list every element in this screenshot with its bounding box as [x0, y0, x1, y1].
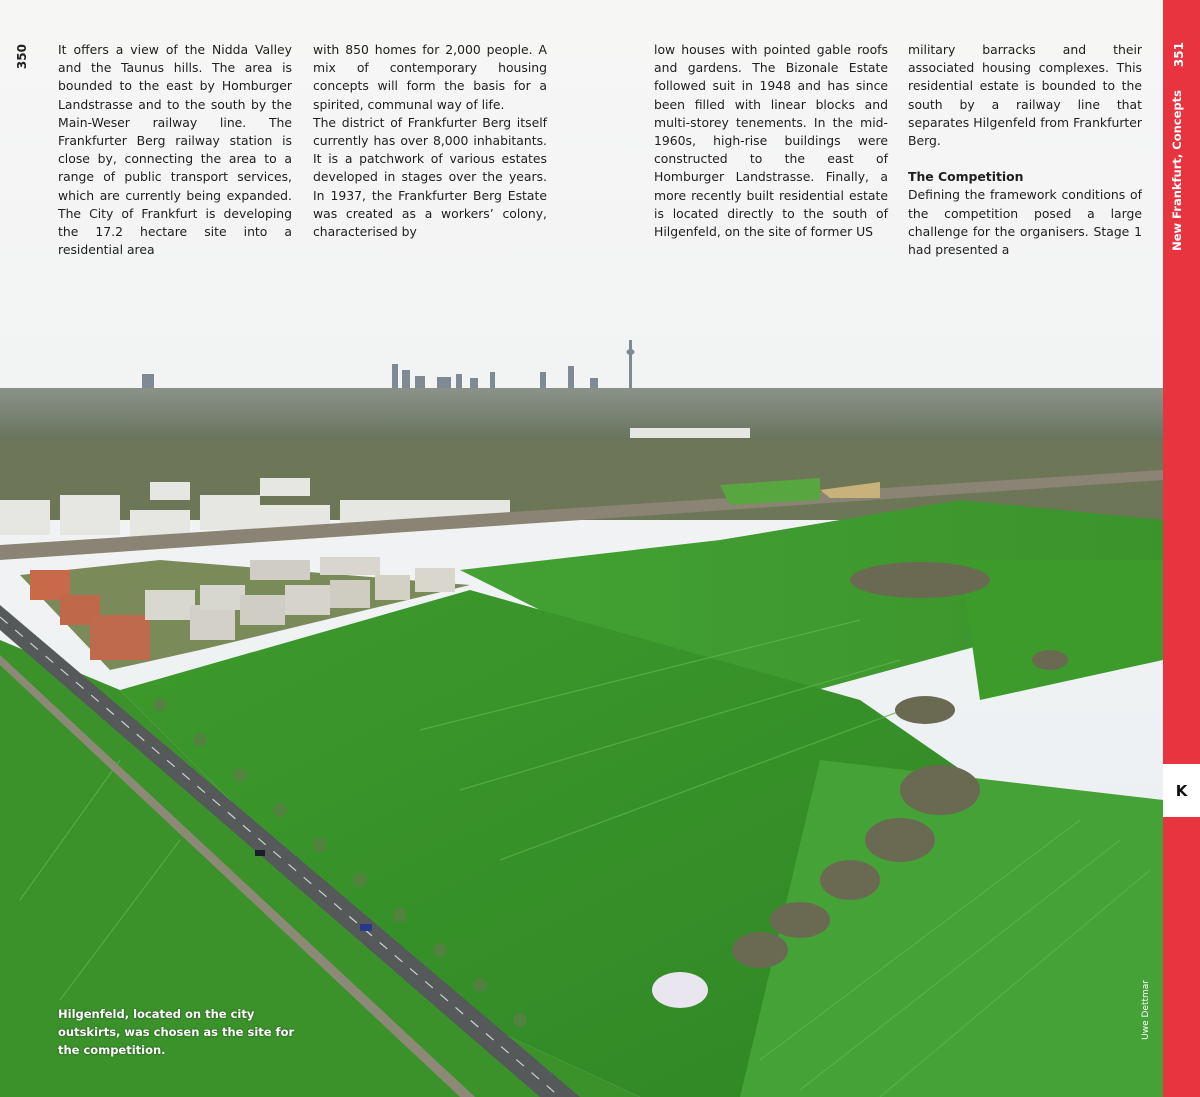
- section-heading: The Competition: [908, 169, 1024, 185]
- text-column-3: [654, 41, 888, 241]
- text-column-4: [908, 41, 1142, 259]
- column-4-text-2: Defining the framework conditions of the competition posed a large challenge for the organisers. Stage 1 had presented a: [908, 187, 1142, 258]
- text-column-2: [313, 41, 547, 241]
- photo-caption: Hilgenfeld, located on the city outskirts, was chosen as the site for the competition.: [58, 1007, 295, 1057]
- text-column-1: [58, 41, 292, 259]
- chapter-tab[interactable]: K: [1163, 764, 1200, 817]
- column-2-text: with 850 homes for 2,000 people. A mix of contemporary housing concepts will form the basis for a spirited, communal way of life.: [313, 42, 547, 112]
- column-4-text: military barracks and their associated housing complexes. This residential estate is bounded to the south by a railway line that separates Hilgenfeld from Frankfurter Berg.: [908, 42, 1142, 149]
- column-3-text: low houses with pointed gable roofs and gardens. The Bizonale Estate followed suit in 1948 and has since been filled with linear blocks and multi-storey tenements. In the mid-1960s, high-rise buildings were constructed to the east of Homburger Landstrasse. Finally, a more recently built residential estate is located directly to the south of Hilgenfeld, on the site of former US: [654, 42, 888, 240]
- column-1-text: It offers a view of the Nidda Valley and the Taunus hills. The area is bounded to the east by Homburger Landstrasse and to the south by the Main-Weser railway line. The Frankfurter Berg railway station is close by, connecting the area to a range of public transport services, which are currently being expanded. The City of Frankfurt is developing the 17.2 hectare site into a residential area: [58, 42, 292, 258]
- photo-credit: Uwe Dettmar: [1141, 980, 1151, 1040]
- section-title: New Frankfurt, Concepts: [1170, 90, 1184, 251]
- page-number-left: 350: [15, 44, 29, 70]
- column-2-text-2: The district of Frankfurter Berg itself currently has over 8,000 inhabitants. It is a patchwork of various estates developed in stages over the years. In 1937, the Frankfurter Berg Estate was created as a workers’ colony, characterised by: [313, 114, 547, 240]
- page-number-right: 351: [1172, 42, 1186, 68]
